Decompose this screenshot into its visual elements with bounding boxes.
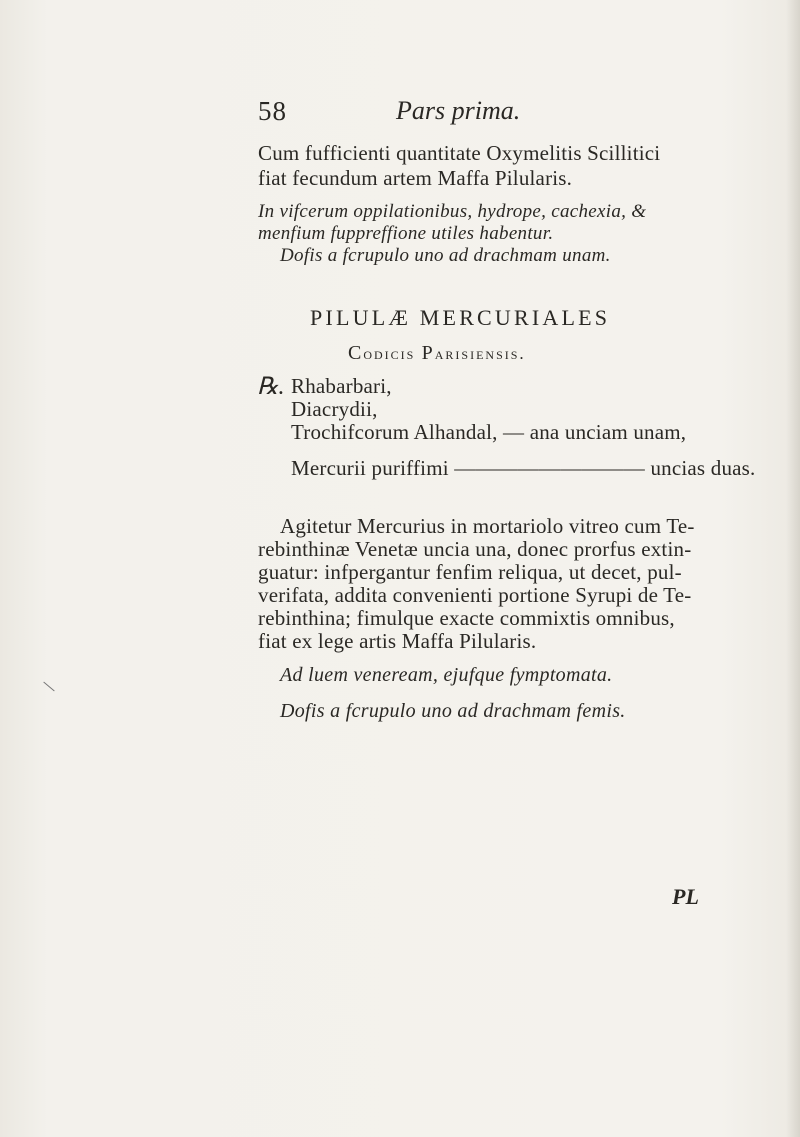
instruction-line-3: guatur: infpergantur fenfim reliqua, ut decet, pul- [258,560,682,584]
subheading-part-1: odicis [363,344,422,363]
section-subheading [348,342,526,365]
instruction-line-5: rebinthina; fimulque exacte commixtis omnibus, [258,606,675,630]
indication-line-3: Ad luem veneream, ejufque fymptomata. [280,664,613,686]
catchword: PL [672,884,699,909]
indication-line-2: menfium fuppreffione utiles habentur. [258,223,554,244]
subheading-cap-2: P [421,342,435,364]
ingredient-4: Mercurii puriffimi ————————— uncias duas. [291,456,756,480]
intro-line-2: fiat fecundum artem Maffa Pilularis. [258,166,573,190]
instruction-line-2: rebinthinæ Venetæ uncia una, donec prorfus extin- [258,537,692,561]
page-edge-shadow [786,0,800,1137]
ingredient-1: Rhabarbari, [291,374,392,398]
instruction-line-4: verifata, addita convenienti portione Syrupi de Te- [258,583,692,607]
intro-line-1: Cum fufficienti quantitate Oxymelitis Scillitici [258,141,661,165]
subheading-cap-1: C [348,342,364,364]
dose-line-1: Dofis a fcrupulo uno ad drachmam unam. [280,245,611,266]
section-heading: PILULÆ MERCURIALES [310,305,611,330]
subheading-part-2: arisiensis. [434,344,526,363]
indication-line-1: In vifcerum oppilationibus, hydrope, cachexia, & [258,201,647,222]
running-title: Pars prima. [396,96,521,125]
page-number: 58 [258,96,287,126]
instruction-line-1: Agitetur Mercurius in mortariolo vitreo cum Te- [280,514,695,538]
dose-line-2: Dofis a fcrupulo uno ad drachmam femis. [280,700,626,722]
ingredient-3: Trochifcorum Alhandal, — ana unciam unam, [291,420,687,444]
ingredient-2: Diacrydii, [291,397,378,421]
instruction-line-6: fiat ex lege artis Maffa Pilularis. [258,629,537,653]
recipe-symbol: ℞. [257,374,285,400]
